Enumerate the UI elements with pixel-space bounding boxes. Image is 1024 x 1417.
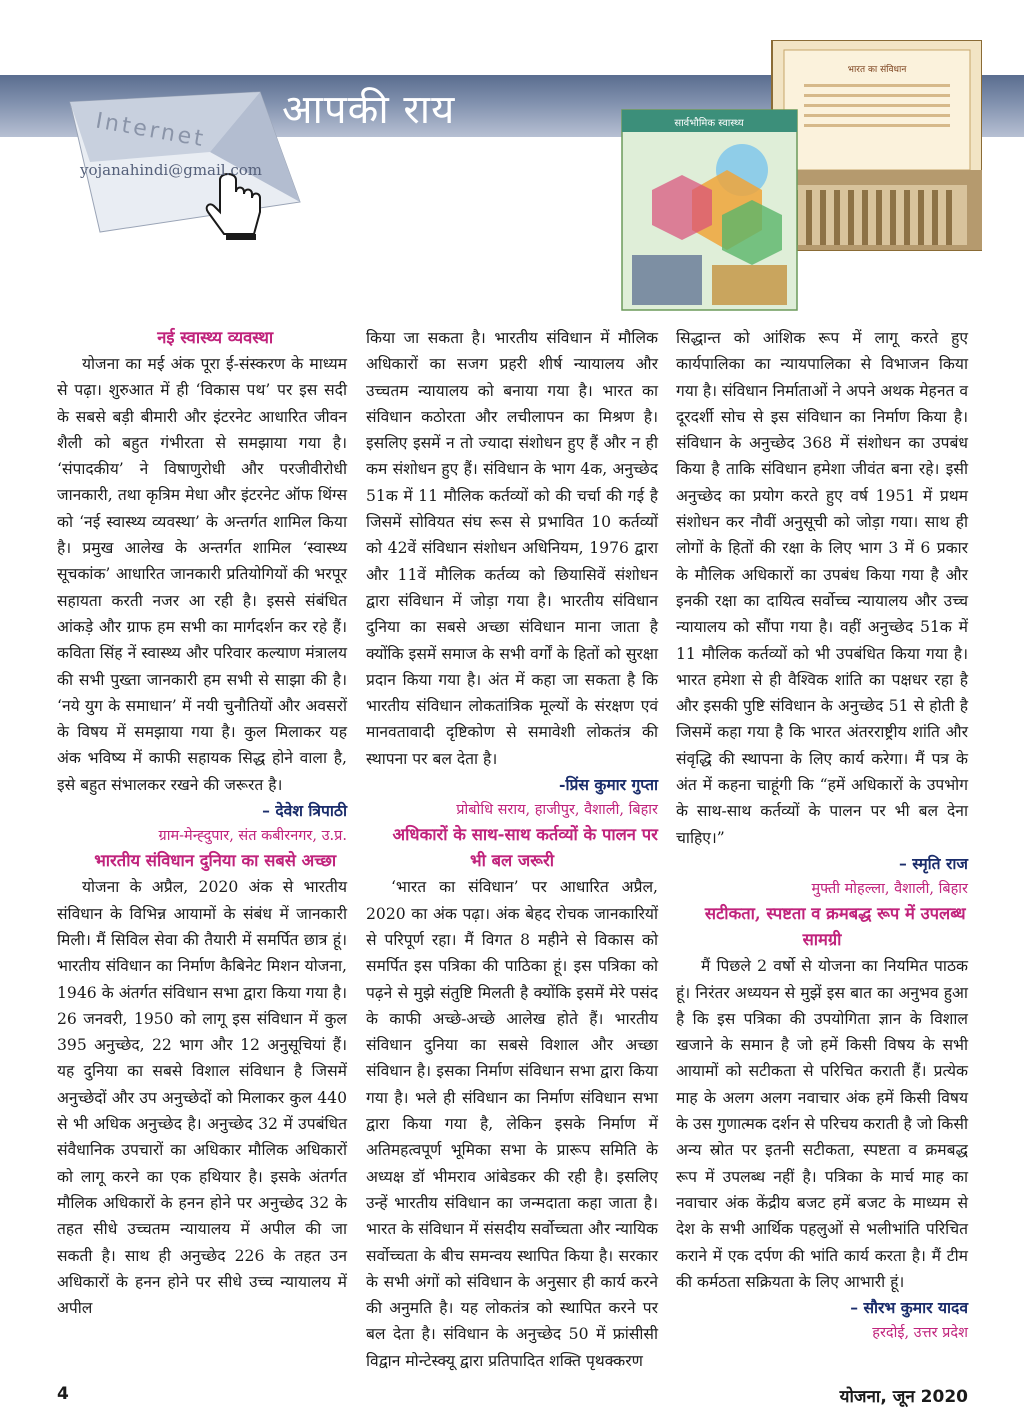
letter-4-title: सटीकता, स्पष्टता व क्रमबद्ध रूप में उपलब्ध सामग्री	[704, 904, 966, 950]
letter-1-body: योजना का मई अंक पूरा ई-संस्करण के माध्यम से पढ़ा। शुरुआत में ही ‘विकास पथ’ पर इस सदी के सबसे बड़ी बीमारी और इंटरनेट आधारित जीवन शैली को बहुत गंभीरता से समझाया गया है। ‘संपादकीय’ ने विषाणुरोधी और परजीवीरोधी जानकारी, तथा कृत्रिम मेधा और इंटरनेट ऑफ थिंग्स को ‘नई स्वास्थ्य व्यवस्था’ के अन्तर्गत शामिल किया है। प्रमुख आलेख के अन्तर्गत शामिल ‘स्वास्थ्य सूचकांक’ आधारित जानकारी प्रतियोगियों की भरपूर सहायता करती नजर आ रही है। इससे संबंधित आंकड़े और ग्राफ हम सभी का मार्गदर्शन कर रहे हैं। कविता सिंह नें स्वास्थ्य और परिवार कल्याण मंत्रालय की सभी पुख्ता जानकारी हम सभी से साझा की है। ‘नये युग के समाधान’ में नयी चुनौतियों और अवसरों के विषय में समझाया गया है। कुल मिलाकर यह अंक भविष्य में काफी सहायक सिद्ध होने वाला है, इसे बहुत संभालकर रखने की जरूरत है।	[57, 355, 347, 794]
letter-2-place: प्रोबोधि सराय, हाजीपुर, वैशाली, बिहार	[456, 802, 658, 819]
letter-1-title: नई स्वास्थ्य व्यवस्था	[157, 328, 274, 347]
letter-1-place: ग्राम-मेन्ह्दुपार, संत कबीरनगर, उ.प्र.	[158, 828, 347, 845]
letter-3-title: अधिकारों के साथ-साथ कर्तव्यों के पालन पर भी बल जरूरी	[392, 825, 658, 871]
magazine-issue: योजना, जून 2020	[839, 1387, 968, 1407]
letter-2-author: -प्रिंस कुमार गुप्ता	[558, 775, 658, 795]
magazine-covers-image	[612, 40, 982, 312]
column-3	[676, 325, 968, 1345]
letter-4-author: – सौरभ कुमार यादव	[850, 1298, 968, 1318]
internet-graphic-word: Internet	[93, 108, 208, 153]
page-number: 4	[57, 1384, 69, 1404]
letter-3-body-part2: सिद्धान्त को आंशिक रूप में लागू करते हुए कार्यपालिका का न्यायपालिका से विभाजन किया गया है। संविधान निर्माताओं ने अपने अथक मेहनत व दूरदर्शी सोच से इस संविधान का निर्माण किया है। संविधान के अनुच्छेद 368 में संशोधन का उपबंध किया है ताकि संविधान हमेशा जीवंत बना रहे। इसी अनुच्छेद का प्रयोग करते हुए वर्ष 1951 में प्रथम संशोधन कर नौवीं अनुसूची को जोड़ा गया। साथ ही लोगों के हितों की रक्षा के लिए भाग 3 में 6 प्रकार के मौलिक अधिकारों का उपबंध किया गया है और इनकी रक्षा का दायित्व सर्वोच्च न्यायालय और उच्च न्यायालय को सौंपा गया है। वहीं अनुच्छेद 51क में 11 मौलिक कर्तव्यों को भी उपबंधित किया गया है। भारत हमेशा से ही वैश्विक शांति का पक्षधर रहा है और इसकी पुष्टि संविधान के अनुच्छेद 51 से होती है जिसमें कहा गया है कि भारत अंतरराष्ट्रीय शांति और संवृद्धि की स्थापना के लिए कार्य करेगा। मैं पत्र के अंत में कहना चाहूंगी कि “हमें अधिकारों के उपभोग के साथ-साथ कर्तव्यों के पालन पर भी बल देना चाहिए।”	[676, 329, 968, 847]
letter-1-author: – देवेश त्रिपाठी	[262, 801, 347, 821]
column-1	[57, 325, 347, 1321]
letter-3-body-part1: ‘भारत का संविधान’ पर आधारित अप्रैल, 2020 का अंक पढ़ा। अंक बेहद रोचक जानकारियों से परिपूर्ण रहा। मैं विगत 8 महीने से विकास को समर्पित इस पत्रिका की पाठिका हूं। इस पत्रिका को पढ़ने से मुझे संतुष्टि मिलती है क्योंकि इसमें मेरे पसंद के काफी अच्छे-अच्छे आलेख होते हैं। भारतीय संविधान दुनिया का सबसे विशाल और अच्छा संविधान है। इसका निर्माण संविधान सभा द्वारा किया गया है। भले ही संविधान का निर्माण संविधान सभा द्वारा किया गया है, लेकिन इसके निर्माण में अतिमहत्वपूर्ण भूमिका सभा के प्रारूप समिति के अध्यक्ष डॉ भीमराव आंबेडकर की रही है। इसलिए उन्हें भारतीय संविधान का जन्मदाता कहा जाता है। भारत के संविधान में संसदीय सर्वोच्चता और न्यायिक सर्वोच्चता के बीच समन्वय स्थापित किया है। सरकार के सभी अंगों को संविधान के अनुसार ही कार्य करने की अनुमति है। यह लोकतंत्र को स्थापित करने पर बल देता है। संविधान के अनुच्छेद 50 में फ्रांसीसी विद्वान मोन्टेस्क्यू द्वारा प्रतिपादित शक्ति पृथक्करण	[366, 878, 658, 1370]
letter-4-body: मैं पिछले 2 वर्षो से योजना का नियमित पाठक हूं। निरंतर अध्ययन से मुझें इस बात का अनुभव हुआ है कि इस पत्रिका की उपयोगिता ज्ञान के विशाल खजाने के समान है जो हमें किसी विषय के सभी आयामों को सटीकता से परिचित कराती हैं। प्रत्येक माह के अलग अलग नवाचार अंक हमें किसी विषय के उस गुणात्मक दर्शन से परिचय कराती है जो किसी अन्य स्रोत पर इतनी सटीकता, स्पष्टता व क्रमबद्ध रूप में उपलब्ध नहीं है। पत्रिका के मार्च माह का नवाचार अंक केंद्रीय बजट हमें बजट के माध्यम से देश के सभी आर्थिक पहलुओं से भलीभांति परिचित कराने में एक दर्पण की भांति कार्य करता है। मैं टीम की कर्मठता सक्रियता के लिए आभारी हूं।	[676, 957, 968, 1291]
cover1-title: सार्वभौमिक स्वास्थ्य	[674, 118, 744, 129]
page-title: आपकी राय	[282, 87, 456, 133]
letter-2-title: भारतीय संविधान दुनिया का सबसे अच्छा	[94, 851, 337, 871]
cover2-title: भारत का संविधान	[847, 65, 907, 75]
letter-3-place: मुफ्ती मोहल्ला, वैशाली, बिहार	[811, 881, 968, 898]
letter-4-place: हरदोई, उत्तर प्रदेश	[872, 1325, 968, 1342]
letter-3-author: – स्मृति राज	[899, 853, 968, 873]
letter-2-body-part1: योजना के अप्रैल, 2020 अंक से भारतीय संविधान के विभिन्न आयामों के संबंध में जानकारी मिली। मैं सिविल सेवा की तैयारी में समर्पित छात्र हूं। भारतीय संविधान का निर्माण कैबिनेट मिशन योजना, 1946 के अंतर्गत संविधान सभा द्वारा किया गया है। 26 जनवरी, 1950 को लागू इस संविधान में कुल 395 अनुच्छेद, 22 भाग और 12 अनुसूचियां हैं। यह दुनिया का सबसे विशाल संविधान है जिसमें अनुच्छेदों और उप अनुच्छेदों को मिलाकर कुल 440 से भी अधिक अनुच्छेद है। अनुच्छेद 32 में उपबंधित संवैधानिक उपचारों का अधिकार मौलिक अधिकारों को लागू करने का एक हथियार है। इसके अंतर्गत मौलिक अधिकारों के हनन होने पर अनुच्छेद 32 के तहत सीधे उच्चतम न्यायालय में अपील की जा सकती है। साथ ही अनुच्छेद 226 के तहत उन अधिकारों के हनन होने पर सीधे उच्च न्यायालय में अपील	[57, 878, 347, 1318]
letter-2-body-part2: किया जा सकता है। भारतीय संविधान में मौलिक अधिकारों का सजग प्रहरी शीर्ष न्यायालय और उच्चतम न्यायालय को बनाया गया है। भारत का संविधान कठोरता और लचीलापन का मिश्रण है। इसलिए इसमें न तो ज्यादा संशोधन हुए हैं और न ही कम संशोधन हुए हैं। संविधान के भाग 4क, अनुच्छेद 51क में 11 मौलिक कर्तव्यों को की चर्चा की गई है जिसमें सोवियत संघ रूस से प्रभावित 10 कर्तव्यों को 42वें संविधान संशोधन अधिनियम, 1976 द्वारा और 11वें मौलिक कर्तव्य को छियासिवें संशोधन द्वारा संविधान में जोड़ा गया है। भारतीय संविधान दुनिया का सबसे अच्छा संविधान माना जाता है क्योंकि इसमें समाज के सभी वर्गों के हितों को सुरक्षा प्रदान किया गया है। अंत में कहा जा सकता है कि भारतीय संविधान लोकतांत्रिक मूल्यों के संरक्षण एवं मानवतावादी दृष्टिकोण से समावेशी लोकतंत्र की स्थापना पर बल देता है।	[366, 329, 658, 768]
contact-email[interactable]: yojanahindi@gmail.com	[80, 161, 263, 179]
column-2	[366, 325, 658, 1374]
